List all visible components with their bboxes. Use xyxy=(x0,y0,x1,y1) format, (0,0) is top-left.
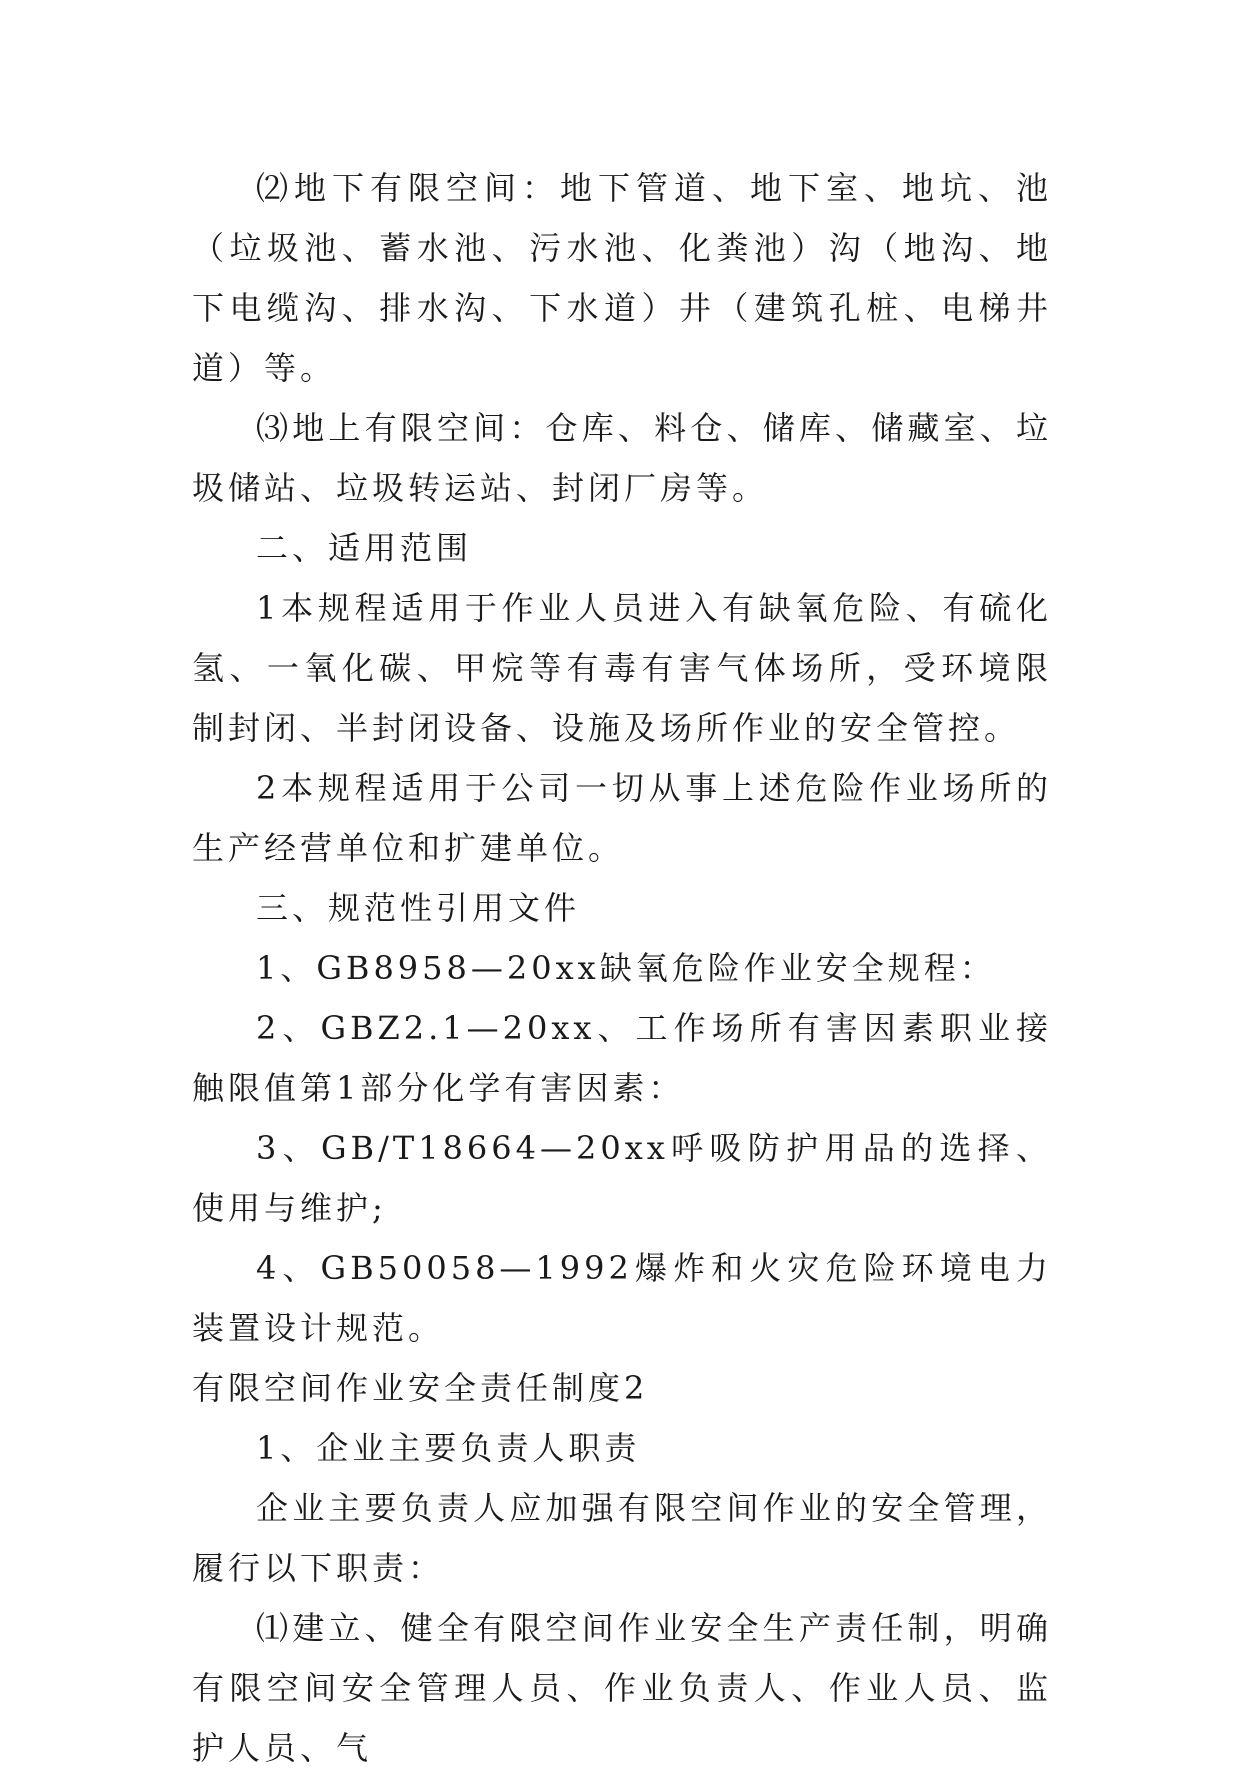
reference-item-2: 2、GBZ2.1—20xx、工作场所有害因素职业接触限值第1部分化学有害因素： xyxy=(192,1009,1052,1107)
paragraph-scope-item-2: 2本规程适用于公司一切从事上述危险作业场所的生产经营单位和扩建单位。 xyxy=(192,769,1052,867)
reference-item-4: 4、GB50058—1992爆炸和火灾危险环境电力装置设计规范。 xyxy=(192,1249,1052,1347)
paragraph-scope-item-1: 1本规程适用于作业人员进入有缺氧危险、有硫化氢、一氧化碳、甲烷等有毒有害气体场所，受环境限制封闭、半封闭设备、设施及场所作业的安全管控。 xyxy=(192,589,1052,747)
paragraph-principal-duties-intro: 企业主要负责人应加强有限空间作业的安全管理，履行以下职责： xyxy=(192,1489,1052,1587)
reference-item-1: 1、GB8958—20xx缺氧危险作业安全规程： xyxy=(256,949,996,987)
paragraph-aboveground-confined-space: ⑶地上有限空间：仓库、料仓、储库、储藏室、垃圾储站、垃圾转运站、封闭厂房等。 xyxy=(192,409,1052,507)
reference-item-3: 3、GB/T18664—20xx呼吸防护用品的选择、使用与维护; xyxy=(192,1129,1052,1227)
section-heading-scope: 二、适用范围 xyxy=(256,529,473,567)
document-body xyxy=(192,158,1052,1778)
section-heading-principal-duties: 1、企业主要负责人职责 xyxy=(256,1429,641,1467)
paragraph-duty-item-1: ⑴建立、健全有限空间作业安全生产责任制，明确有限空间安全管理人员、作业负责人、作业人员、监护人员、气 xyxy=(192,1609,1052,1767)
section-heading-references: 三、规范性引用文件 xyxy=(256,889,581,927)
document-title-2: 有限空间作业安全责任制度2 xyxy=(192,1369,649,1407)
paragraph-underground-confined-space: ⑵地下有限空间：地下管道、地下室、地坑、池（垃圾池、蓄水池、污水池、化粪池）沟（地沟、地下电缆沟、排水沟、下水道）井（建筑孔桩、电梯井道）等。 xyxy=(192,169,1052,387)
